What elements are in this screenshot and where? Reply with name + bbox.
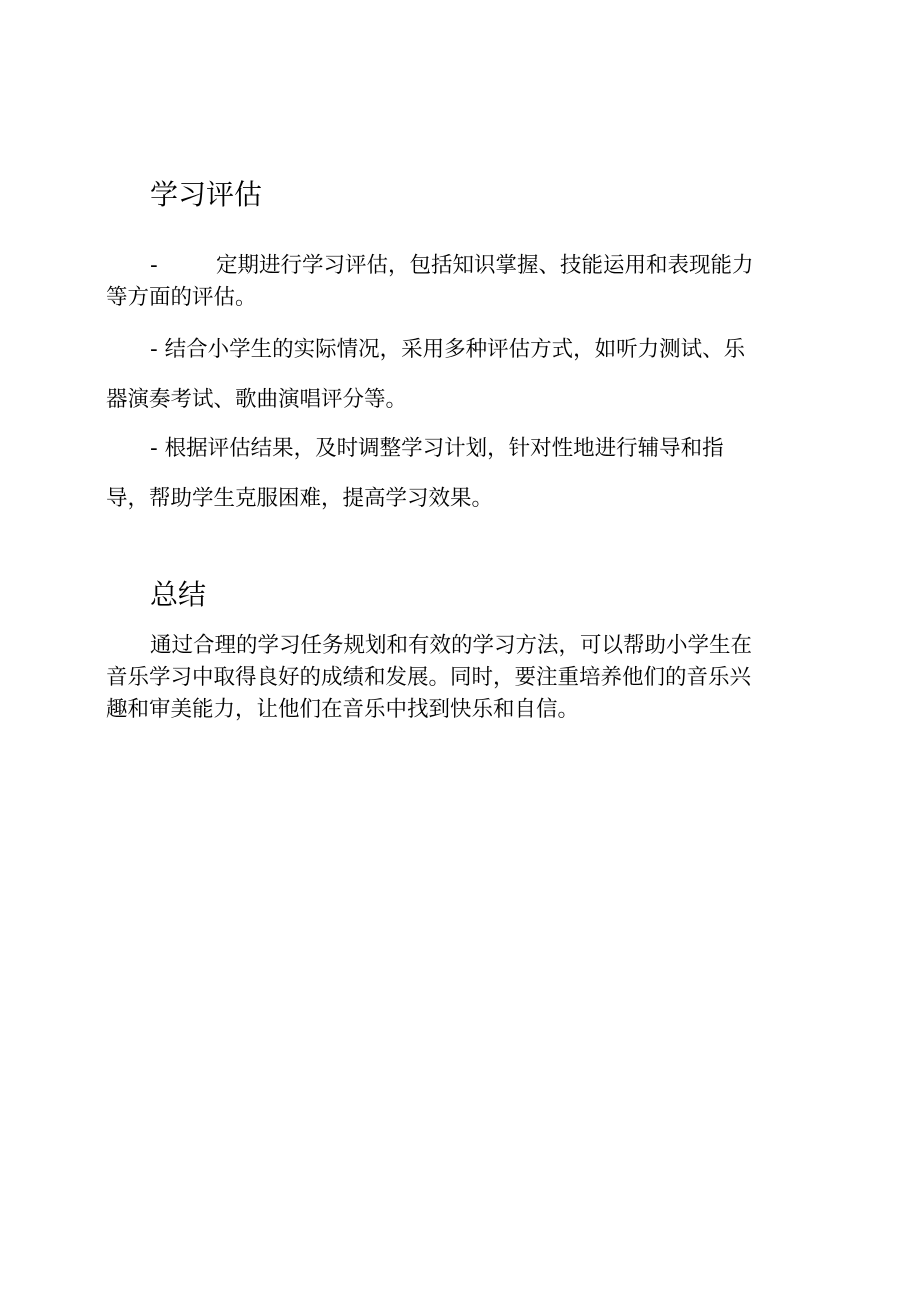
section-heading-summary: 总结 bbox=[150, 578, 207, 611]
section-heading-evaluation: 学习评估 bbox=[150, 178, 263, 211]
summary-line-1: 通过合理的学习任务规划和有效的学习方法，可以帮助小学生在 bbox=[150, 633, 753, 658]
evaluation-item-1-text: 定期进行学习评估，包括知识掌握、技能运用和表现能力 bbox=[216, 253, 754, 278]
evaluation-item-2-line-1: - 结合小学生的实际情况，采用多种评估方式，如听力测试、乐 bbox=[150, 337, 746, 362]
evaluation-item-3-line-2: 导，帮助学生克服困难，提高学习效果。 bbox=[106, 486, 494, 511]
evaluation-item-1 bbox=[106, 250, 806, 314]
summary-paragraph bbox=[106, 630, 806, 726]
bullet-dash: - bbox=[150, 253, 158, 278]
evaluation-item-3 bbox=[106, 424, 806, 524]
evaluation-item-1-line-2: 等方面的评估。 bbox=[106, 285, 257, 310]
summary-line-2: 音乐学习中取得良好的成绩和发展。同时，要注重培养他们的音乐兴 bbox=[106, 665, 752, 690]
evaluation-item-3-line-1: - 根据评估结果，及时调整学习计划，针对性地进行辅导和指 bbox=[150, 436, 724, 461]
evaluation-item-2-line-2: 器演奏考试、歌曲演唱评分等。 bbox=[106, 387, 408, 412]
summary-line-3: 趣和审美能力，让他们在音乐中找到快乐和自信。 bbox=[106, 697, 580, 722]
evaluation-item-2 bbox=[106, 325, 806, 425]
evaluation-item-1-line-1 bbox=[106, 250, 806, 282]
